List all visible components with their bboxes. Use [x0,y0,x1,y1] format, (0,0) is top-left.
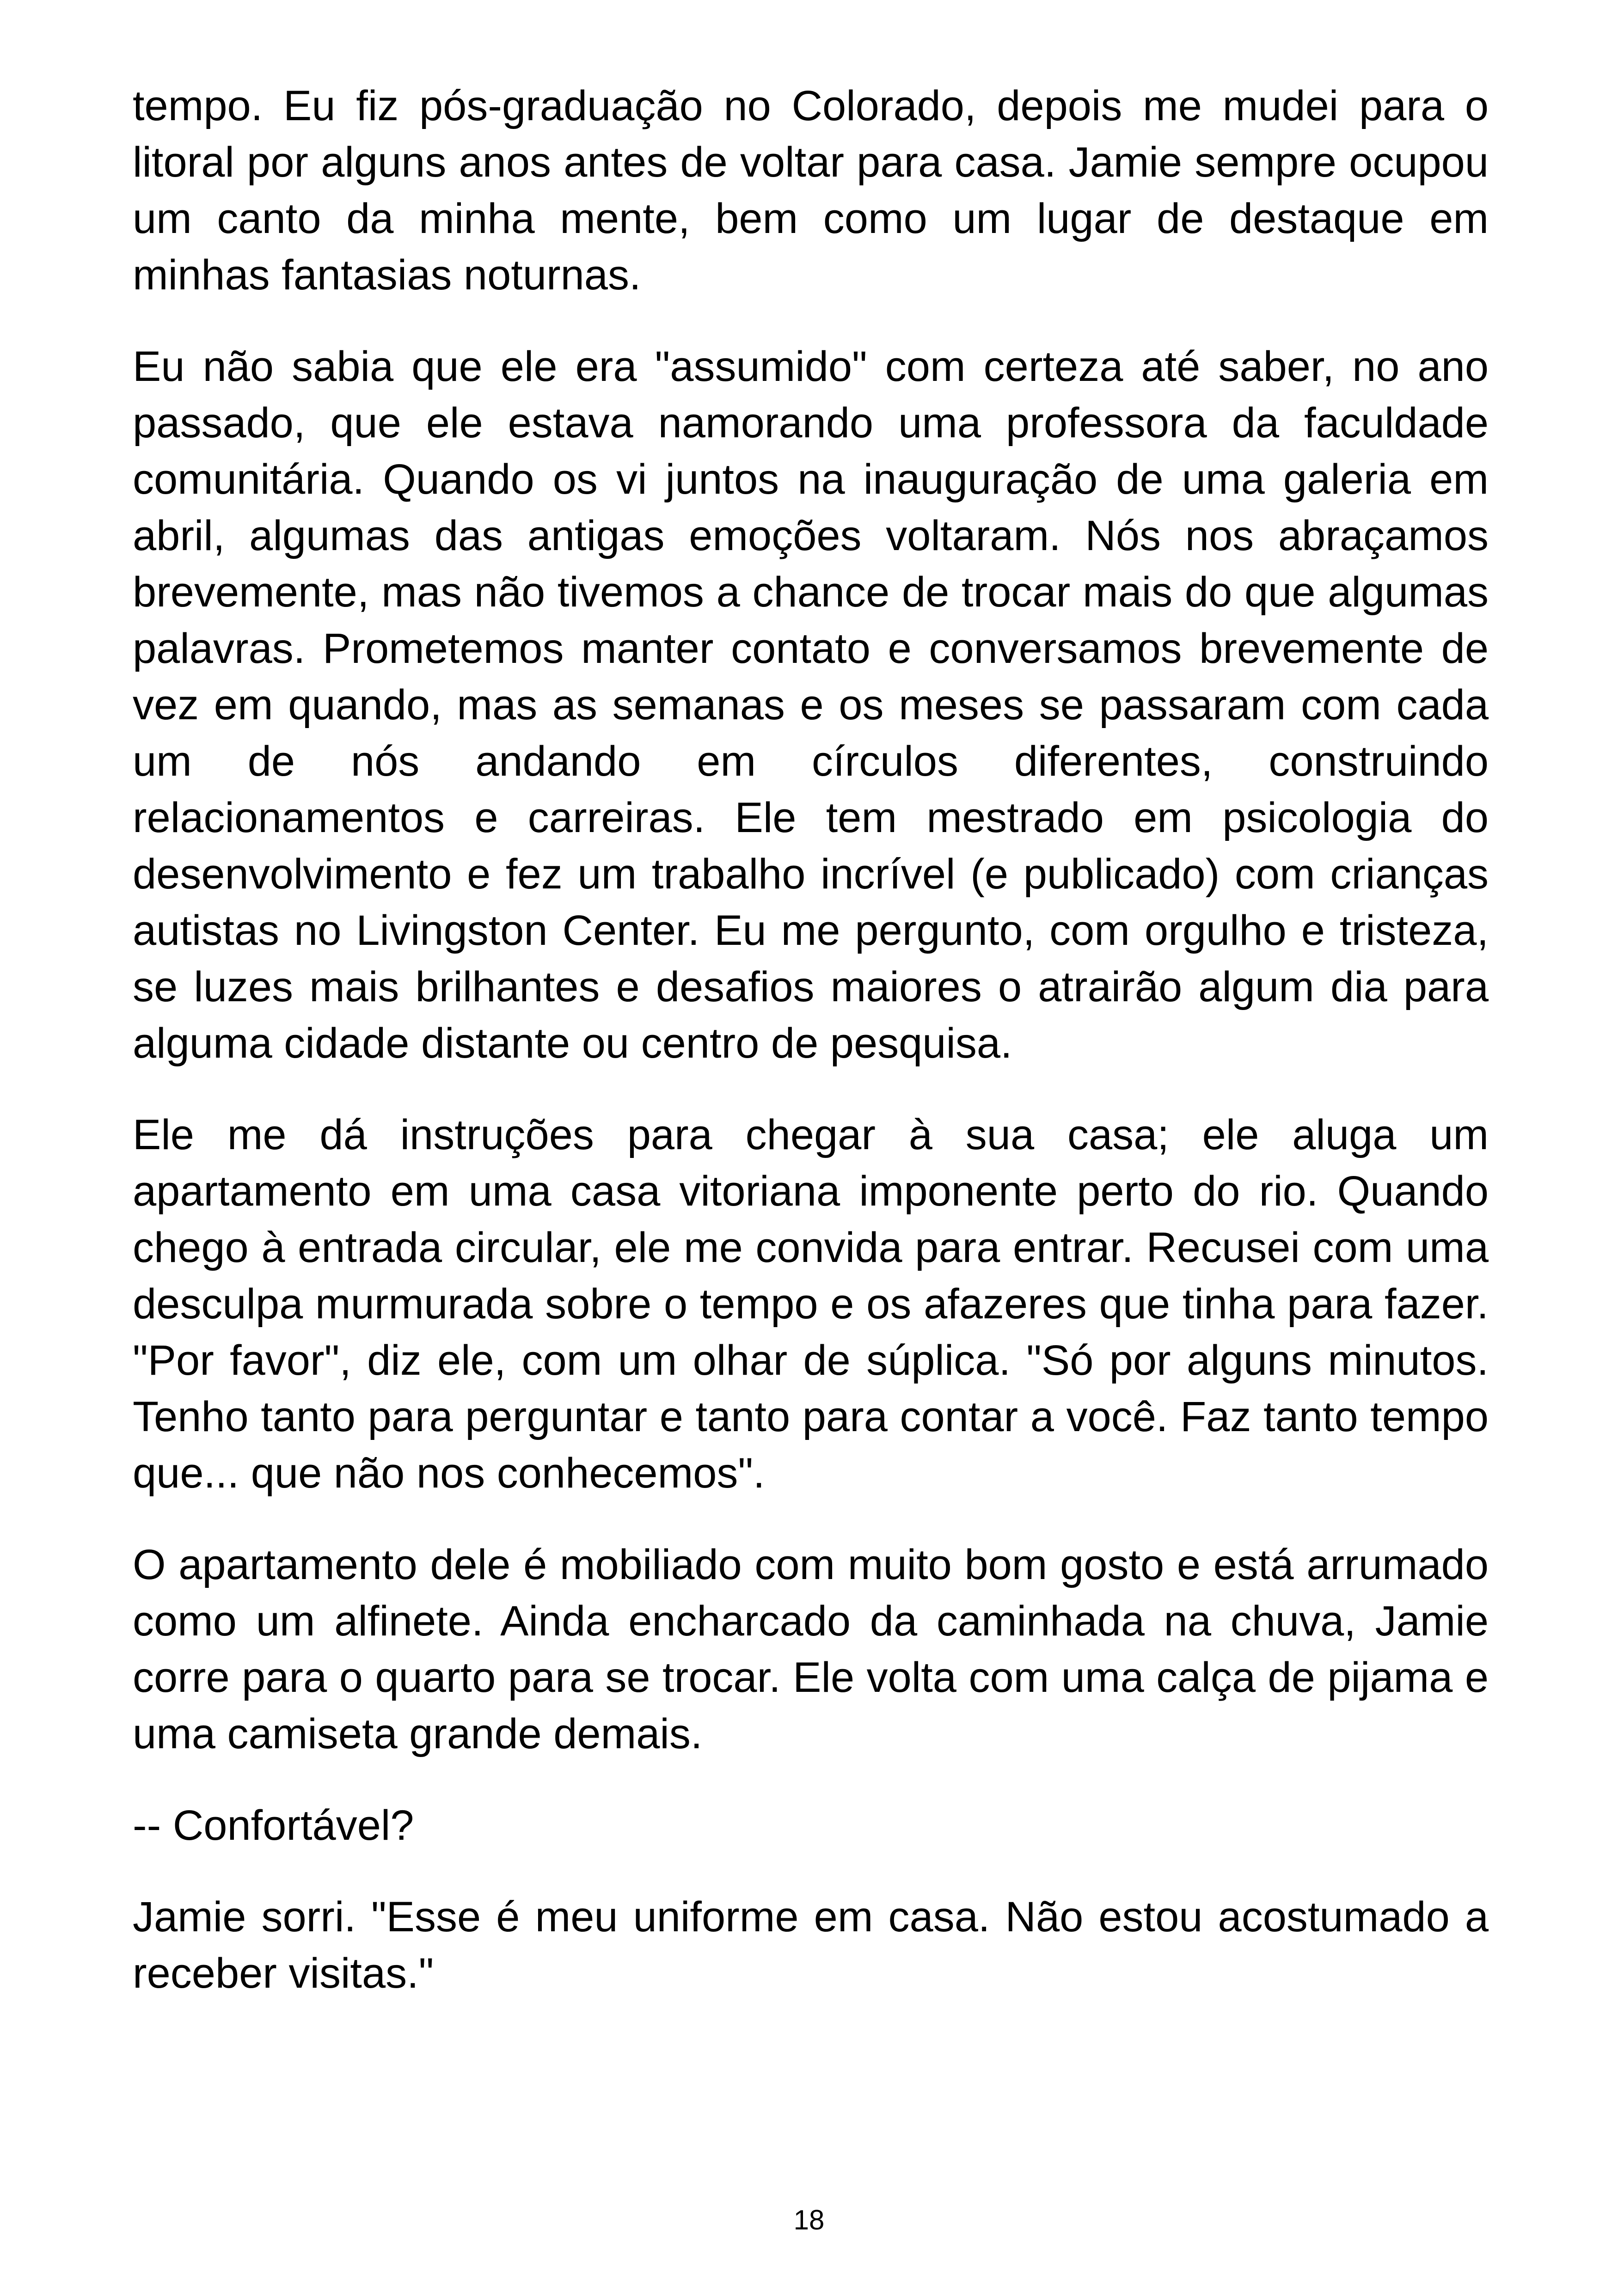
paragraph-6: Jamie sorri. "Esse é meu uniforme em casa. Não estou acostumado a receber visitas." [133,1893,1489,1997]
page-number: 18 [793,2204,825,2235]
paragraph-5-dialogue: -- Confortável? [133,1802,414,1849]
paragraph-4: O apartamento dele é mobiliado com muito bom gosto e está arrumado como um alfinete. Ainda encharcado da caminhada na chuva, Jamie corre para o quarto para se trocar. Ele volta com uma calça de pijama e uma camiseta grande demais. [133,1541,1489,1757]
paragraph-1: tempo. Eu fiz pós-graduação no Colorado, depois me mudei para o litoral por alguns anos antes de voltar para casa. Jamie sempre ocupou um canto da minha mente, bem como um lugar de destaque em minhas fantasias noturnas. [133,82,1489,299]
paragraph-2: Eu não sabia que ele era "assumido" com certeza até saber, no ano passado, que ele estava namorando uma professora da faculdade comunitária. Quando os vi juntos na inauguração de uma galeria em abril, algumas das antigas emoções voltaram. Nós nos abraçamos brevemente, mas não tivemos a chance de trocar mais do que algumas palavras. Prometemos manter contato e conversamos brevemente de vez em quando, mas as semanas e os meses se passaram com cada um de nós andando em círculos diferentes, construindo relacionamentos e carreiras. Ele tem mestrado em psicologia do desenvolvimento e fez um trabalho incrível (e publicado) com crianças autistas no Livingston Center. Eu me pergunto, com orgulho e tristeza, se luzes mais brilhantes e desafios maiores o atrairão algum dia para alguma cidade distante ou centro de pesquisa. [133,343,1489,1067]
body-text [133,78,1489,2037]
paragraph-3: Ele me dá instruções para chegar à sua casa; ele aluga um apartamento em uma casa vitoriana imponente perto do rio. Quando chego à entrada circular, ele me convida para entrar. Recusei com uma desculpa murmurada sobre o tempo e os afazeres que tinha para fazer. "Por favor", diz ele, com um olhar de súplica. "Só por alguns minutos. Tenho tanto para perguntar e tanto para contar a você. Faz tanto tempo que... que não nos conhecemos". [133,1111,1489,1497]
